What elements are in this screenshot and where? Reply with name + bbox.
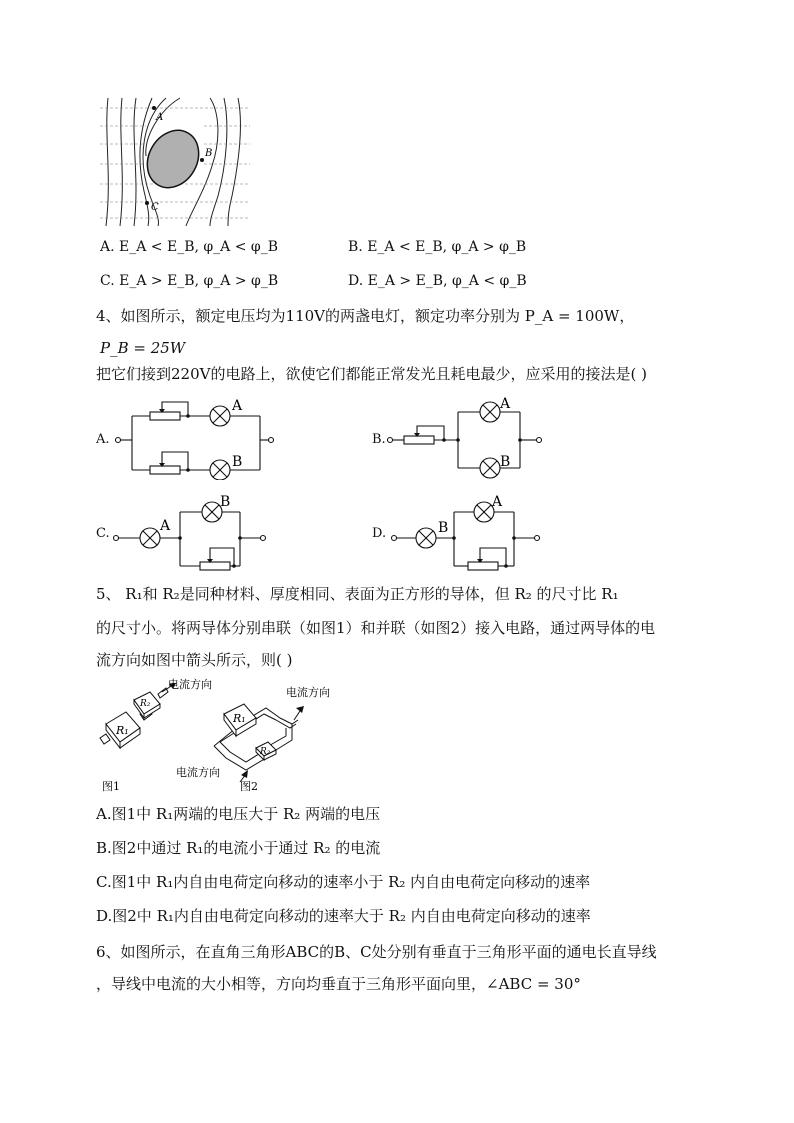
circuit-d-label[interactable]: D. xyxy=(372,526,387,541)
fig2-caption: 图2 xyxy=(240,780,258,793)
circuit-a-lamp-a-label: A xyxy=(232,398,243,414)
circuit-d-lamp-b-label: B xyxy=(438,520,449,536)
q6-stem-line1: 6、如图所示，在直角三角形ABC的B、C处分别有垂直于三角形平面的通电长直导线 xyxy=(96,943,657,961)
fig2-current-direction-bottom: 电流方向 xyxy=(176,766,220,779)
q5-option-c[interactable]: C.图1中 R₁内自由电荷定向移动的速率小于 R₂ 内自由电荷定向移动的速率 xyxy=(96,873,591,891)
fig1-current-direction: 电流方向 xyxy=(168,678,212,691)
q3-option-c[interactable]: C. E_A > E_B, φ_A > φ_B xyxy=(100,273,279,289)
fig1-r1-label: R₁ xyxy=(116,724,129,737)
circuit-b-label[interactable]: B. xyxy=(372,432,386,447)
q4-stem-line3: 把它们接到220V的电路上，欲使它们都能正常发光且耗电最少，应采用的接法是( ) xyxy=(96,365,647,383)
field-lines-figure xyxy=(100,96,250,228)
circuit-c-label[interactable]: C. xyxy=(96,526,110,541)
point-c-label: C xyxy=(151,202,159,213)
circuit-c-lamp-b-label: B xyxy=(220,494,231,510)
circuit-a-label[interactable]: A. xyxy=(96,432,110,447)
point-b-label: B xyxy=(205,148,213,159)
q4-stem-line1: 4、如图所示，额定电压均为110V的两盏电灯，额定功率分别为 P_A = 100W， xyxy=(96,307,635,325)
circuit-d-lamp-a-label: A xyxy=(492,494,503,510)
circuit-b-lamp-b-label: B xyxy=(500,454,511,470)
q4-stem-line2: P_B = 25W xyxy=(100,339,186,357)
q6-stem-line2: ，导线中电流的大小相等，方向均垂直于三角形平面向里，∠ABC = 30° xyxy=(96,975,581,993)
fig2-r1-label: R₁ xyxy=(233,712,246,725)
q5-option-b[interactable]: B.图2中通过 R₁的电流小于通过 R₂ 的电流 xyxy=(96,839,381,857)
circuit-d xyxy=(390,490,550,574)
fig2-r2-label: R₂ xyxy=(260,747,271,757)
circuit-a-lamp-b-label: B xyxy=(232,454,243,470)
circuit-a xyxy=(114,396,276,480)
circuit-c xyxy=(112,490,272,574)
conductor-figures xyxy=(96,678,346,796)
q3-option-d[interactable]: D. E_A > E_B, φ_A < φ_B xyxy=(348,273,527,289)
q5-stem-line2: 的尺寸小。将两导体分别串联（如图1）和并联（如图2）接入电路，通过两导体的电 xyxy=(96,619,656,637)
q3-option-b[interactable]: B. E_A < E_B, φ_A > φ_B xyxy=(348,239,527,255)
q3-option-a[interactable]: A. E_A < E_B, φ_A < φ_B xyxy=(100,239,279,255)
circuit-b-lamp-a-label: A xyxy=(500,396,511,412)
fig2-current-direction-top: 电流方向 xyxy=(286,686,330,699)
circuit-c-lamp-a-label: A xyxy=(160,518,171,534)
q5-stem-line1: 5、 R₁和 R₂是同种材料、厚度相同、表面为正方形的导体，但 R₂ 的尺寸比 R₁ xyxy=(96,585,619,603)
point-a-label: A xyxy=(156,112,164,123)
circuit-b xyxy=(386,396,546,480)
fig1-r2-label: R₂ xyxy=(140,699,151,709)
q5-option-d[interactable]: D.图2中 R₁内自由电荷定向移动的速率大于 R₂ 内自由电荷定向移动的速率 xyxy=(96,907,591,925)
q5-option-a[interactable]: A.图1中 R₁两端的电压大于 R₂ 两端的电压 xyxy=(96,805,381,823)
q5-stem-line3: 流方向如图中箭头所示，则( ) xyxy=(96,651,293,669)
fig1-caption: 图1 xyxy=(102,780,120,793)
